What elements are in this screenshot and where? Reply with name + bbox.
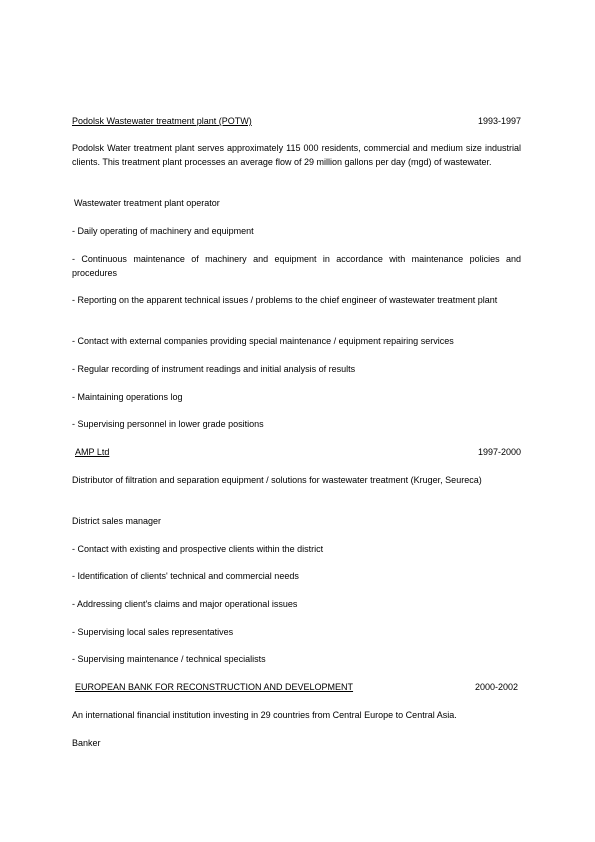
company-description: An international financial institution investing in 29 countries from Central Europe to Central Asia. xyxy=(72,710,457,720)
duty-item: - Daily operating of machinery and equipment xyxy=(72,226,254,236)
company-name: AMP Ltd xyxy=(75,447,110,457)
duty-item: - Reporting on the apparent technical issues / problems to the chief engineer of wastewater treatment plant xyxy=(72,295,498,305)
duty-item: - Supervising personnel in lower grade positions xyxy=(72,419,264,429)
job-position: District sales manager xyxy=(72,516,162,526)
duty-item: - Maintaining operations log xyxy=(72,392,183,402)
job-years: 1997-2000 xyxy=(477,447,521,457)
company-name: Podolsk Wastewater treatment plant (POTW) xyxy=(72,116,252,126)
job-position: Banker xyxy=(72,738,101,748)
job-years: 2000-2002 xyxy=(474,682,518,692)
duty-item: - Supervising local sales representatives xyxy=(72,627,234,637)
job-years: 1993-1997 xyxy=(477,116,521,126)
job-position: Wastewater treatment plant operator xyxy=(74,198,220,208)
company-name: EUROPEAN BANK FOR RECONSTRUCTION AND DEVELOPMENT xyxy=(75,682,354,692)
duty-item: - Contact with existing and prospective clients within the district xyxy=(72,544,324,554)
company-description: Podolsk Water treatment plant serves approximately 115 000 residents, commercial and medium size industrial clients. This treatment plant processes an average flow of 29 million gallons per day (mgd) of wastewater. xyxy=(72,143,521,167)
company-description: Distributor of filtration and separation equipment / solutions for wastewater treatment (Kruger, Seureca) xyxy=(72,475,482,485)
duty-item: - Identification of clients' technical and commercial needs xyxy=(72,571,299,581)
duty-item: - Continuous maintenance of machinery and equipment in accordance with maintenance policies and procedures xyxy=(72,254,521,278)
duty-item: - Supervising maintenance / technical specialists xyxy=(72,654,266,664)
duty-item: - Addressing client's claims and major operational issues xyxy=(72,599,298,609)
duty-item: - Regular recording of instrument readings and initial analysis of results xyxy=(72,364,356,374)
duty-item: - Contact with external companies providing special maintenance / equipment repairing services xyxy=(72,336,454,346)
